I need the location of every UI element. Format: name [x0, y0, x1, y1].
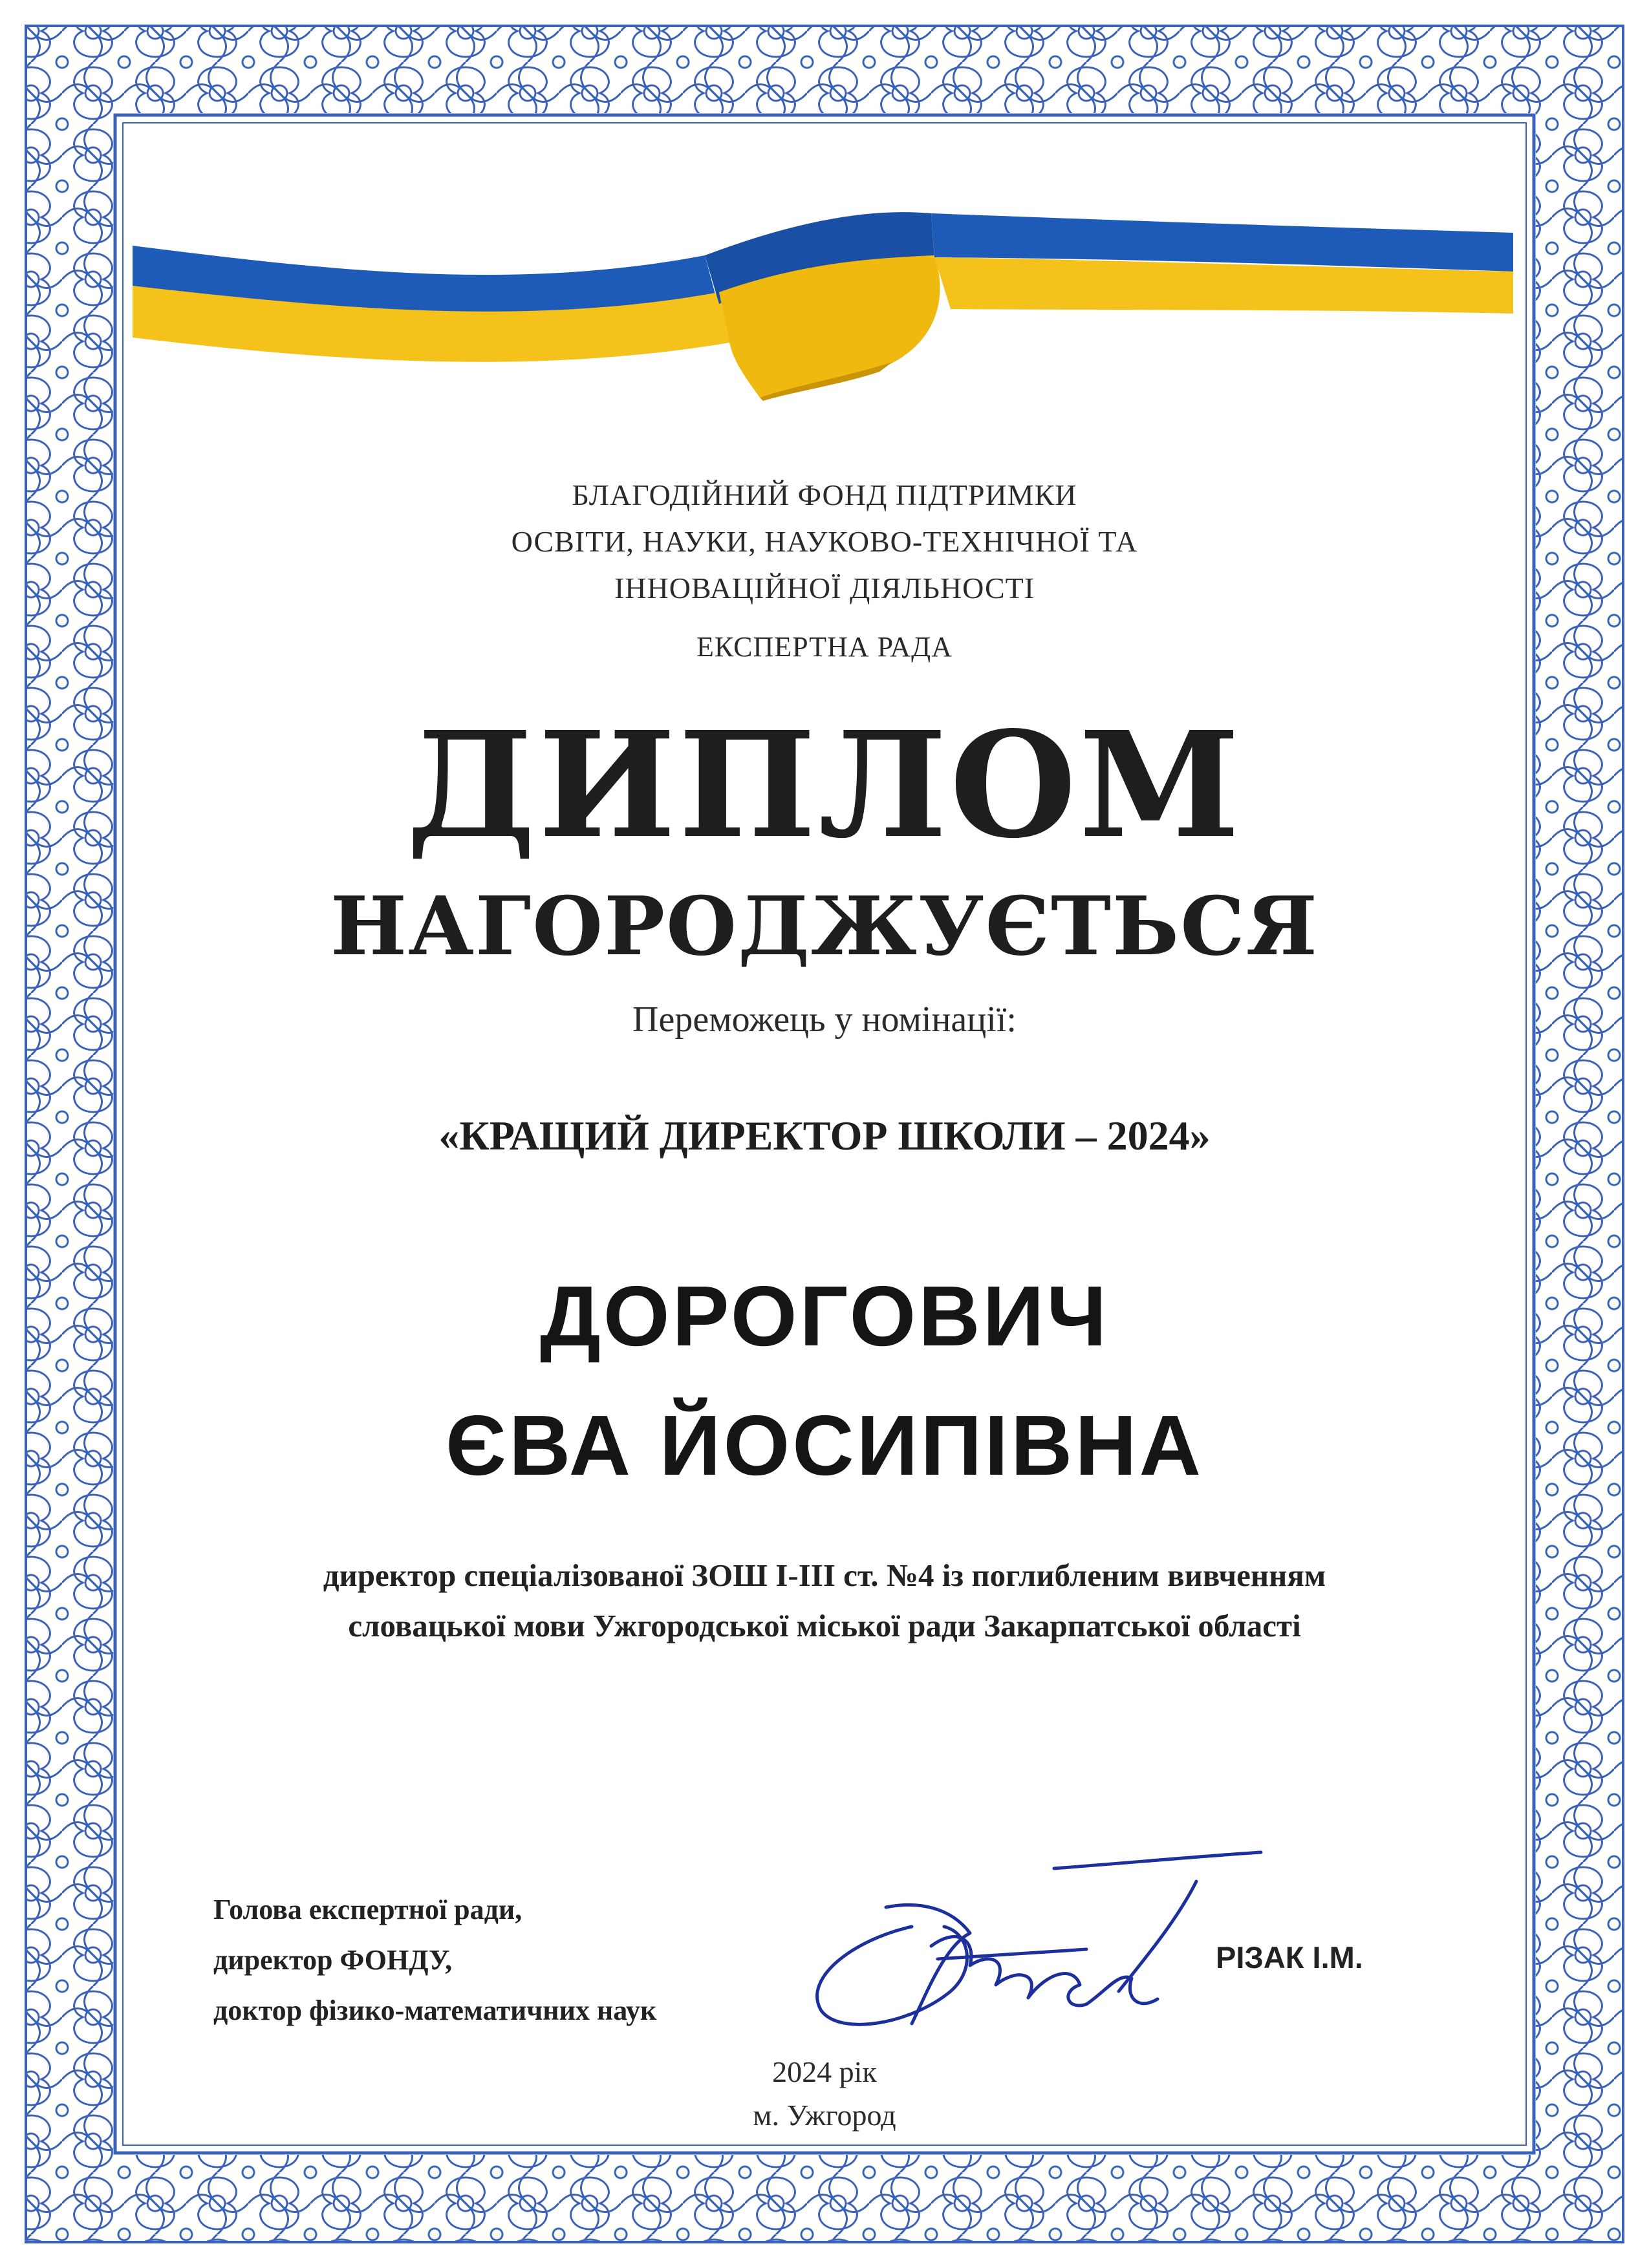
recipient-surname: ДОРОГОВИЧ: [539, 1268, 1110, 1364]
org-line-2: ОСВІТИ, НАУКИ, НАУКОВО-ТЕХНІЧНОЇ ТА: [511, 525, 1138, 558]
handwritten-signature: [782, 1830, 1274, 2056]
issue-year: 2024 рік: [772, 2055, 877, 2088]
position-line-1: директор спеціалізованої ЗОШ І-ІІІ ст. №4 із поглибленим вивченням: [323, 1557, 1326, 1593]
issue-city: м. Ужгород: [753, 2099, 896, 2132]
signatory-title: [213, 1885, 656, 2036]
nomination-title: «КРАЩИЙ ДИРЕКТОР ШКОЛИ – 2024»: [438, 1113, 1211, 1159]
diploma-title: ДИПЛОМ: [406, 700, 1243, 871]
signatory-title-line-2: директор ФОНДУ,: [213, 1944, 453, 1976]
recipient-position: [0, 1550, 1649, 1651]
signatory-name: РІЗАК І.М.: [1216, 1940, 1363, 1974]
recipient-given-names: ЄВА ЙОСИПІВНА: [446, 1398, 1203, 1493]
organization-name: [0, 472, 1649, 612]
signatory-title-line-3: доктор фізико-математичних наук: [213, 1995, 657, 2026]
signatory-title-line-1: Голова експертної ради,: [213, 1894, 523, 1925]
awarded-heading: НАГОРОДЖУЄТЬСЯ: [330, 879, 1319, 974]
position-line-2: словацької мови Ужгородської міської ради Закарпатської області: [348, 1608, 1301, 1643]
nomination-label: Переможець у номінації:: [632, 1000, 1017, 1040]
org-line-3: ІННОВАЦІЙНОЇ ДІЯЛЬНОСТІ: [614, 572, 1035, 604]
flag-ribbon-graphic: [0, 0, 1649, 453]
expert-council-label: ЕКСПЕРТНА РАДА: [696, 631, 953, 663]
org-line-1: БЛАГОДІЙНИЙ ФОНД ПІДТРИМКИ: [572, 478, 1077, 511]
